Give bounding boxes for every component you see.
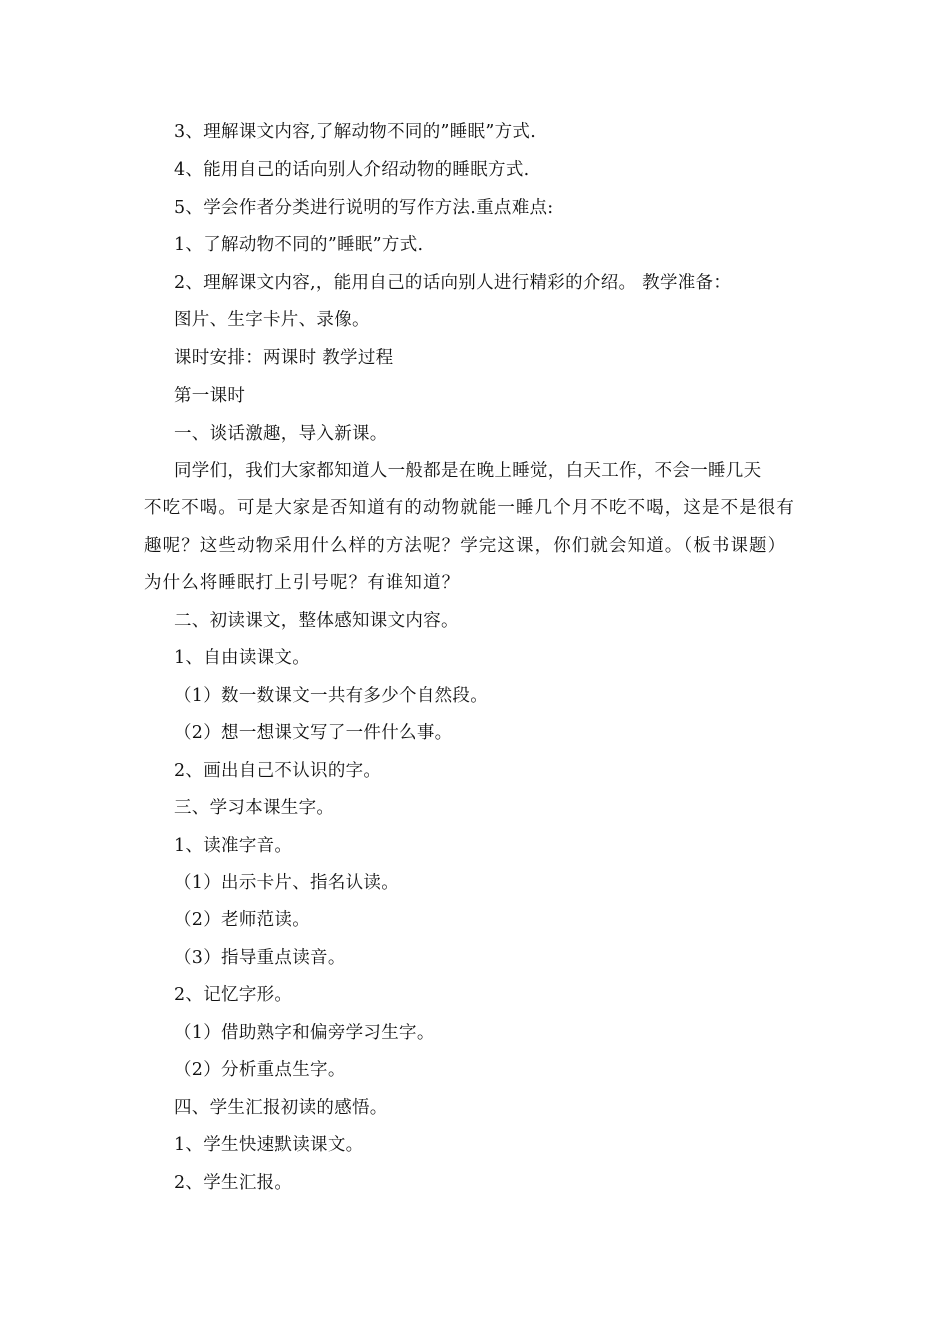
step-3-2-b: （2）分析重点生字。 [174,1060,346,1080]
lesson-one-heading: 第一课时 [174,386,246,406]
step-3-2-a: （1）借助熟字和偏旁学习生字。 [174,1023,435,1043]
step-2-2: 2、画出自己不认识的字。 [174,761,382,781]
objective-3: 3、理解课文内容,了解动物不同的”睡眠”方式. [174,122,537,142]
step-4-2: 2、学生汇报。 [174,1173,293,1193]
section-2-heading: 二、初读课文，整体感知课文内容。 [174,611,459,631]
section-4-heading: 四、学生汇报初读的感悟。 [174,1098,388,1118]
step-2-1: 1、自由读课文。 [174,648,311,668]
objective-5-and-key-points-heading: 5、学会作者分类进行说明的写作方法.重点难点: [174,198,554,218]
schedule-and-process-heading: 课时安排：两课时 教学过程 [174,348,394,368]
paragraph-line-2: 不吃不喝。可是大家是否知道有的动物就能一睡几个月不吃不喝，这是不是很有 [144,498,795,518]
paragraph-line-1: 同学们，我们大家都知道人一般都是在晚上睡觉，白天工作，不会一睡几天 [174,461,762,481]
key-point-2-and-preparation-heading: 2、理解课文内容,，能用自己的话向别人进行精彩的介绍。 教学准备： [174,273,732,293]
key-point-1: 1、了解动物不同的”睡眠”方式. [174,235,424,255]
step-3-2: 2、记忆字形。 [174,985,293,1005]
step-3-1-b: （2）老师范读。 [174,910,311,930]
section-1-heading: 一、谈话激趣，导入新课。 [174,424,388,444]
step-2-1-a: （1）数一数课文一共有多少个自然段。 [174,686,489,706]
step-2-1-b: （2）想一想课文写了一件什么事。 [174,723,453,743]
step-4-1: 1、学生快速默读课文。 [174,1135,364,1155]
step-3-1-a: （1）出示卡片、指名认读。 [174,873,400,893]
paragraph-line-4: 为什么将睡眠打上引号呢？有谁知道？ [144,573,461,593]
step-3-1-c: （3）指导重点读音。 [174,948,346,968]
paragraph-line-3: 趣呢？这些动物采用什么样的方法呢？学完这课，你们就会知道。（板书课题） [144,536,787,556]
preparation-items: 图片、生字卡片、录像。 [174,310,370,330]
section-3-heading: 三、学习本课生字。 [174,798,335,818]
objective-4: 4、能用自己的话向别人介绍动物的睡眠方式. [174,160,530,180]
step-3-1: 1、读准字音。 [174,836,293,856]
